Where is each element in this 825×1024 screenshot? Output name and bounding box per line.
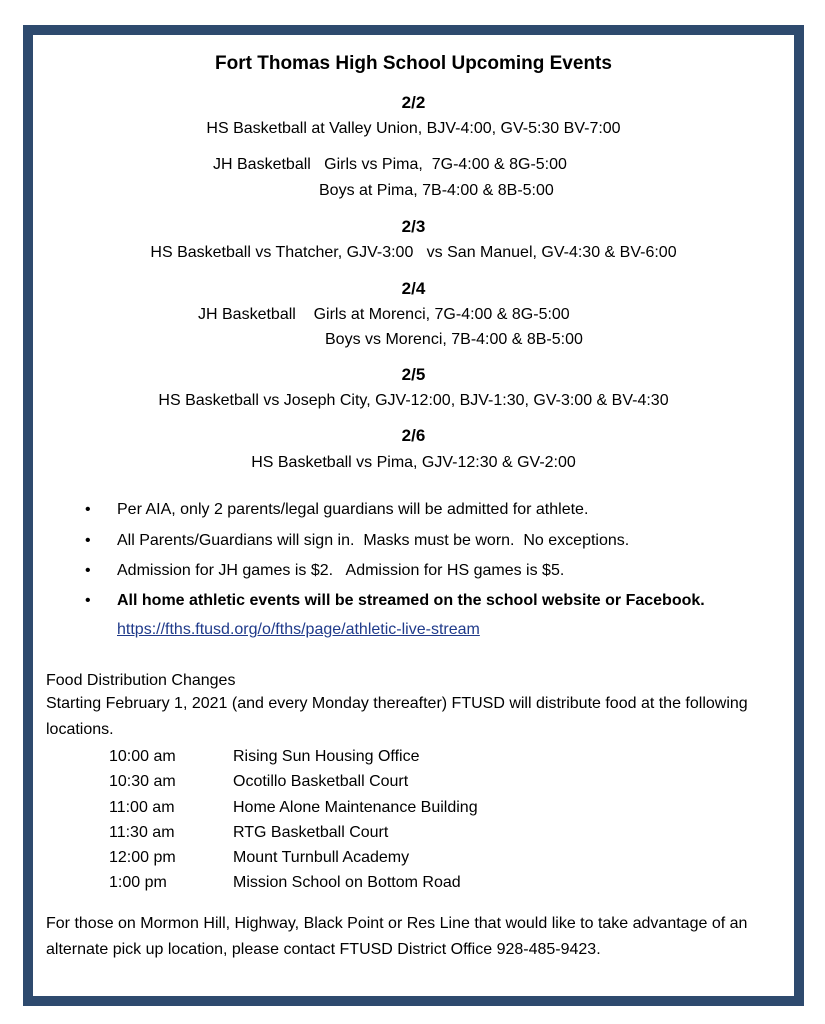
bullet-item: All Parents/Guardians will sign in. Masks must be worn. No exceptions. [117,532,630,549]
schedule-time: 10:00 am [109,748,176,765]
page-title: Fort Thomas High School Upcoming Events [215,53,612,74]
schedule-location: Ocotillo Basketball Court [233,773,409,790]
bullet-icon: • [85,592,91,609]
event-line: HS Basketball vs Pima, GJV-12:30 & GV-2:00 [251,454,576,471]
schedule-location: Rising Sun Housing Office [233,748,420,765]
event-line: HS Basketball vs Joseph City, GJV-12:00, BJV-1:30, GV-3:00 & BV-4:30 [158,392,669,409]
event-date: 2/6 [401,426,426,445]
bullet-item: Admission for JH games is $2. Admission for HS games is $5. [117,562,565,579]
schedule-location: Mission School on Bottom Road [233,874,461,891]
event-jh-line: JH Basketball Girls vs Pima, 7G-4:00 & 8G-5:00 [213,156,567,173]
food-intro: Starting February 1, 2021 (and every Monday thereafter) FTUSD will distribute food at the following locations. [46,695,748,738]
event-jh-line: Boys at Pima, 7B-4:00 & 8B-5:00 [319,182,554,199]
schedule-location: Mount Turnbull Academy [233,849,410,866]
schedule-time: 1:00 pm [109,874,167,891]
schedule-time: 11:30 am [109,824,175,841]
food-heading: Food Distribution Changes [46,672,236,689]
bullet-icon: • [85,532,91,549]
event-line: HS Basketball at Valley Union, BJV-4:00, GV-5:30 BV-7:00 [206,120,621,137]
schedule-time: 11:00 am [109,799,175,816]
schedule-location: Home Alone Maintenance Building [233,799,478,816]
schedule-time: 12:00 pm [109,849,176,866]
bullet-icon: • [85,501,91,518]
event-jh-line: Boys vs Morenci, 7B-4:00 & 8B-5:00 [325,331,583,348]
event-date: 2/2 [401,93,426,112]
event-date: 2/4 [401,279,426,298]
bullet-item: All home athletic events will be streamed on the school website or Facebook. [117,592,705,609]
stream-link[interactable]: https://fths.ftusd.org/o/fths/page/athletic-live-stream [117,621,480,638]
event-date: 2/3 [401,217,426,236]
schedule-location: RTG Basketball Court [233,824,389,841]
bullet-item: Per AIA, only 2 parents/legal guardians will be admitted for athlete. [117,501,589,518]
bullet-icon: • [85,562,91,579]
event-line: HS Basketball vs Thatcher, GJV-3:00 vs San Manuel, GV-4:30 & BV-6:00 [150,244,677,261]
schedule-time: 10:30 am [109,773,176,790]
flyer-frame [23,25,804,1006]
event-date: 2/5 [401,365,426,384]
food-closing: For those on Mormon Hill, Highway, Black Point or Res Line that would like to take advantage of an alternate pick up location, please contact FTUSD District Office 928-485-9423. [46,915,748,958]
event-jh-line: JH Basketball Girls at Morenci, 7G-4:00 & 8G-5:00 [198,306,570,323]
